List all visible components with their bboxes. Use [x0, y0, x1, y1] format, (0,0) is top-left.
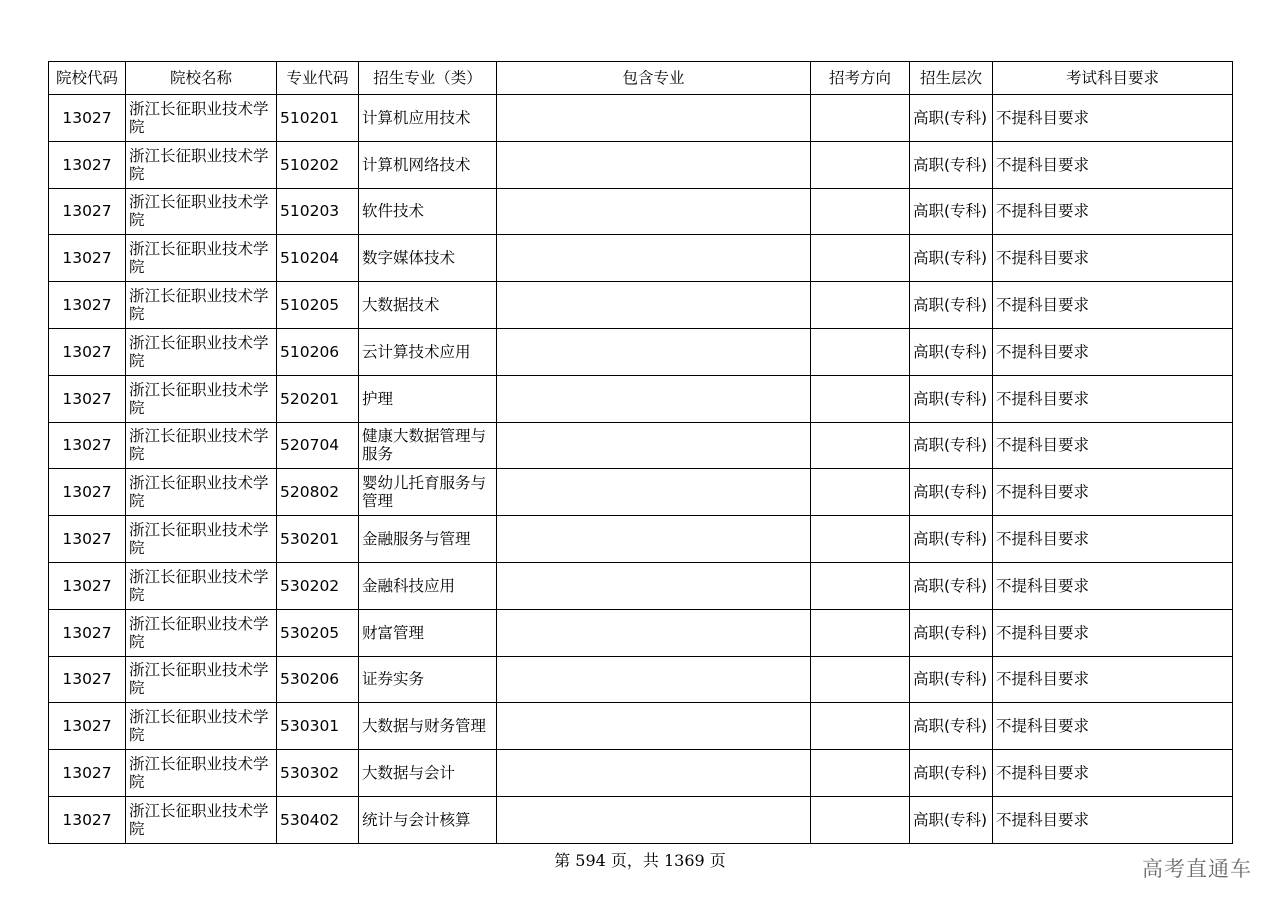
cell-requirement: 不提科目要求	[993, 656, 1233, 703]
cell-school-code: 13027	[49, 95, 126, 142]
cell-level: 高职(专科)	[910, 656, 993, 703]
cell-direction	[811, 469, 910, 516]
cell-major-code: 520704	[277, 422, 359, 469]
cell-level: 高职(专科)	[910, 235, 993, 282]
cell-school-name: 浙江长征职业技术学院	[126, 750, 277, 797]
cell-school-name: 浙江长征职业技术学院	[126, 796, 277, 843]
cell-requirement: 不提科目要求	[993, 796, 1233, 843]
cell-school-code: 13027	[49, 188, 126, 235]
cell-requirement: 不提科目要求	[993, 282, 1233, 329]
table-row	[49, 235, 1233, 282]
cell-school-name: 浙江长征职业技术学院	[126, 375, 277, 422]
cell-major-code: 510202	[277, 141, 359, 188]
cell-major-code: 530301	[277, 703, 359, 750]
cell-school-name: 浙江长征职业技术学院	[126, 328, 277, 375]
cell-direction	[811, 422, 910, 469]
cell-school-name: 浙江长征职业技术学院	[126, 141, 277, 188]
table-row	[49, 609, 1233, 656]
cell-major-code: 510205	[277, 282, 359, 329]
cell-level: 高职(专科)	[910, 562, 993, 609]
cell-requirement: 不提科目要求	[993, 562, 1233, 609]
cell-included-majors	[497, 141, 811, 188]
cell-school-code: 13027	[49, 656, 126, 703]
cell-school-name: 浙江长征职业技术学院	[126, 656, 277, 703]
cell-school-name: 浙江长征职业技术学院	[126, 562, 277, 609]
cell-included-majors	[497, 609, 811, 656]
cell-major: 大数据与会计	[359, 750, 497, 797]
cell-included-majors	[497, 328, 811, 375]
cell-major: 云计算技术应用	[359, 328, 497, 375]
cell-school-name: 浙江长征职业技术学院	[126, 469, 277, 516]
cell-major: 财富管理	[359, 609, 497, 656]
cell-major: 大数据与财务管理	[359, 703, 497, 750]
cell-level: 高职(专科)	[910, 188, 993, 235]
cell-major-code: 530206	[277, 656, 359, 703]
cell-level: 高职(专科)	[910, 703, 993, 750]
cell-requirement: 不提科目要求	[993, 469, 1233, 516]
cell-included-majors	[497, 375, 811, 422]
cell-major: 护理	[359, 375, 497, 422]
cell-requirement: 不提科目要求	[993, 328, 1233, 375]
table-row	[49, 188, 1233, 235]
cell-included-majors	[497, 95, 811, 142]
page-number: 第 594 页，共 1369 页	[554, 851, 726, 870]
header-school-name: 院校名称	[126, 62, 277, 95]
cell-included-majors	[497, 656, 811, 703]
cell-school-name: 浙江长征职业技术学院	[126, 422, 277, 469]
cell-major-code: 530202	[277, 562, 359, 609]
cell-direction	[811, 188, 910, 235]
cell-major: 大数据技术	[359, 282, 497, 329]
cell-major-code: 510204	[277, 235, 359, 282]
cell-major: 计算机网络技术	[359, 141, 497, 188]
cell-level: 高职(专科)	[910, 328, 993, 375]
cell-direction	[811, 750, 910, 797]
table-row	[49, 95, 1233, 142]
table-row	[49, 422, 1233, 469]
cell-level: 高职(专科)	[910, 609, 993, 656]
cell-school-code: 13027	[49, 375, 126, 422]
cell-major: 软件技术	[359, 188, 497, 235]
cell-requirement: 不提科目要求	[993, 516, 1233, 563]
cell-direction	[811, 609, 910, 656]
cell-requirement: 不提科目要求	[993, 422, 1233, 469]
cell-direction	[811, 656, 910, 703]
cell-direction	[811, 703, 910, 750]
table-row	[49, 516, 1233, 563]
cell-level: 高职(专科)	[910, 750, 993, 797]
table-row	[49, 282, 1233, 329]
cell-major-code: 530402	[277, 796, 359, 843]
header-school-code: 院校代码	[49, 62, 126, 95]
cell-major-code: 530302	[277, 750, 359, 797]
cell-direction	[811, 328, 910, 375]
table-row	[49, 375, 1233, 422]
cell-major: 证券实务	[359, 656, 497, 703]
cell-included-majors	[497, 235, 811, 282]
table-row	[49, 796, 1233, 843]
cell-school-name: 浙江长征职业技术学院	[126, 188, 277, 235]
cell-direction	[811, 141, 910, 188]
cell-requirement: 不提科目要求	[993, 703, 1233, 750]
cell-major-code: 530205	[277, 609, 359, 656]
cell-direction	[811, 796, 910, 843]
admissions-table	[48, 61, 1233, 844]
cell-school-code: 13027	[49, 469, 126, 516]
header-major: 招生专业（类）	[359, 62, 497, 95]
cell-major-code: 520802	[277, 469, 359, 516]
cell-major-code: 510203	[277, 188, 359, 235]
cell-school-name: 浙江长征职业技术学院	[126, 609, 277, 656]
cell-included-majors	[497, 282, 811, 329]
cell-major-code: 510201	[277, 95, 359, 142]
cell-school-code: 13027	[49, 235, 126, 282]
cell-school-code: 13027	[49, 422, 126, 469]
table-row	[49, 328, 1233, 375]
cell-school-code: 13027	[49, 516, 126, 563]
cell-school-name: 浙江长征职业技术学院	[126, 235, 277, 282]
cell-level: 高职(专科)	[910, 516, 993, 563]
table-header-row	[49, 62, 1233, 95]
cell-direction	[811, 282, 910, 329]
cell-major-code: 510206	[277, 328, 359, 375]
cell-requirement: 不提科目要求	[993, 141, 1233, 188]
cell-included-majors	[497, 796, 811, 843]
header-level: 招生层次	[910, 62, 993, 95]
cell-major: 计算机应用技术	[359, 95, 497, 142]
cell-school-code: 13027	[49, 750, 126, 797]
cell-school-code: 13027	[49, 328, 126, 375]
cell-direction	[811, 375, 910, 422]
cell-direction	[811, 235, 910, 282]
header-direction: 招考方向	[811, 62, 910, 95]
cell-direction	[811, 516, 910, 563]
cell-major: 金融科技应用	[359, 562, 497, 609]
cell-major: 数字媒体技术	[359, 235, 497, 282]
cell-school-name: 浙江长征职业技术学院	[126, 282, 277, 329]
cell-major: 健康大数据管理与服务	[359, 422, 497, 469]
cell-major-code: 520201	[277, 375, 359, 422]
cell-included-majors	[497, 703, 811, 750]
cell-requirement: 不提科目要求	[993, 95, 1233, 142]
cell-level: 高职(专科)	[910, 796, 993, 843]
header-included-majors: 包含专业	[497, 62, 811, 95]
cell-included-majors	[497, 562, 811, 609]
cell-major: 婴幼儿托育服务与管理	[359, 469, 497, 516]
table-row	[49, 703, 1233, 750]
cell-requirement: 不提科目要求	[993, 750, 1233, 797]
table-row	[49, 656, 1233, 703]
cell-school-code: 13027	[49, 141, 126, 188]
table-row	[49, 469, 1233, 516]
cell-requirement: 不提科目要求	[993, 375, 1233, 422]
cell-major: 统计与会计核算	[359, 796, 497, 843]
cell-included-majors	[497, 750, 811, 797]
cell-school-code: 13027	[49, 562, 126, 609]
header-requirement: 考试科目要求	[993, 62, 1233, 95]
cell-level: 高职(专科)	[910, 282, 993, 329]
cell-included-majors	[497, 469, 811, 516]
cell-school-code: 13027	[49, 282, 126, 329]
table-row	[49, 750, 1233, 797]
cell-requirement: 不提科目要求	[993, 235, 1233, 282]
cell-major: 金融服务与管理	[359, 516, 497, 563]
cell-school-name: 浙江长征职业技术学院	[126, 95, 277, 142]
cell-direction	[811, 562, 910, 609]
cell-included-majors	[497, 516, 811, 563]
cell-school-code: 13027	[49, 609, 126, 656]
cell-school-code: 13027	[49, 703, 126, 750]
cell-included-majors	[497, 422, 811, 469]
watermark-text: 高考直通车	[1142, 857, 1252, 881]
cell-direction	[811, 95, 910, 142]
cell-included-majors	[497, 188, 811, 235]
cell-major-code: 530201	[277, 516, 359, 563]
cell-level: 高职(专科)	[910, 375, 993, 422]
cell-level: 高职(专科)	[910, 141, 993, 188]
table-body	[49, 95, 1233, 844]
cell-school-name: 浙江长征职业技术学院	[126, 703, 277, 750]
cell-requirement: 不提科目要求	[993, 188, 1233, 235]
table-row	[49, 562, 1233, 609]
cell-school-code: 13027	[49, 796, 126, 843]
cell-level: 高职(专科)	[910, 95, 993, 142]
cell-requirement: 不提科目要求	[993, 609, 1233, 656]
table-row	[49, 141, 1233, 188]
header-major-code: 专业代码	[277, 62, 359, 95]
cell-level: 高职(专科)	[910, 469, 993, 516]
cell-school-name: 浙江长征职业技术学院	[126, 516, 277, 563]
cell-level: 高职(专科)	[910, 422, 993, 469]
